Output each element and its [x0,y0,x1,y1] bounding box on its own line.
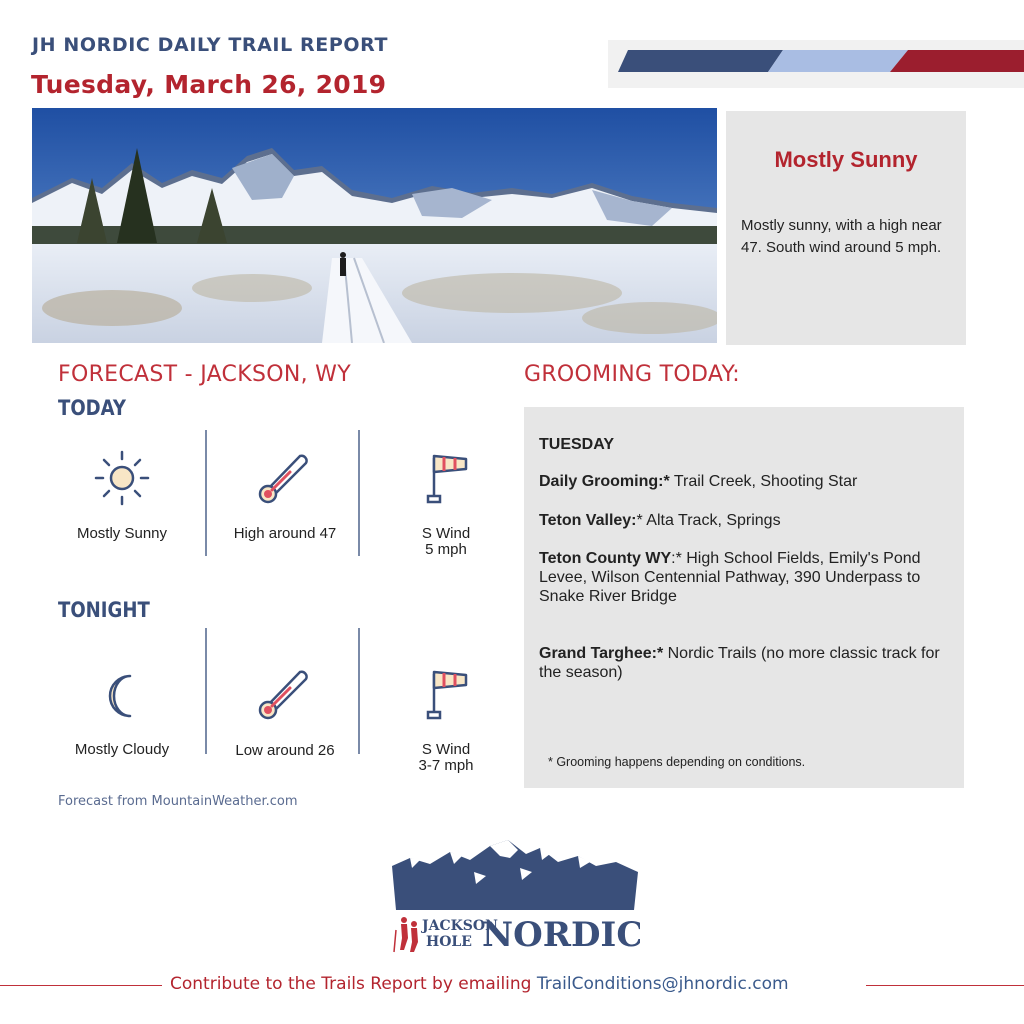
logo-wordmark: NORDIC [482,915,640,955]
grooming-entry-label: Daily Grooming:* [539,473,670,490]
grooming-entry-label: Teton County WY [539,550,672,567]
grooming-card [524,407,964,788]
divider [205,628,207,754]
report-date: Tuesday, March 26, 2019 [31,70,387,99]
header-stripe-bar [608,40,1024,88]
windsock-icon [422,450,472,506]
tonight-sky-label: Mostly Cloudy [74,741,170,758]
footer-rule-right [866,985,1024,986]
navy-stripe [618,50,783,72]
grooming-entry-text: Trail Creek, Shooting Star [669,473,858,490]
grooming-day: TUESDAY [539,436,614,453]
today-wind-direction: S Wind [421,525,471,542]
grooming-entry-teton-county [539,549,959,606]
windsock-icon [422,666,472,722]
divider [205,430,207,556]
grooming-entry-text: Nordic Trails (no more classic track for the season) [539,645,940,681]
grooming-entry-daily [539,472,959,491]
today-wind-speed: 5 mph [425,541,467,558]
footer-text: Contribute to the Trails Report by emailing [170,974,537,994]
grooming-entry-text: * Alta Track, Springs [636,512,781,529]
sun-icon [90,446,154,510]
thermometer-icon [254,450,314,510]
red-stripe [890,50,1024,72]
grooming-entry-text: :* High School Fields, Emily's Pond Levee, Wilson Centennial Pathway, 390 Underpass to Snake River Bridge [539,550,921,605]
weather-summary-description: Mostly sunny, with a high near 47. South wind around 5 mph. [741,217,942,256]
moon-icon [100,670,144,722]
mountain-logo-graphic [390,838,640,958]
footer-cta [170,974,789,994]
tonight-wind-label [396,742,496,774]
grooming-note: * Grooming happens depending on conditions. [548,755,806,769]
today-sky-label: Mostly Sunny [76,525,168,542]
jackson-hole-nordic-logo [390,838,640,958]
grooming-entry-label: Teton Valley: [539,512,637,529]
mountain-landscape-image [32,108,717,343]
tonight-temp-label: Low around 26 [235,742,335,759]
forecast-source: Forecast from MountainWeather.com [58,794,298,809]
today-wind-label [396,526,496,558]
header-stripes-graphic [608,40,1024,88]
hero-photo-teton-trail [32,108,717,343]
report-title: JH NORDIC DAILY TRAIL REPORT [32,34,389,56]
grooming-heading: GROOMING TODAY: [524,362,741,387]
forecast-heading: FORECAST - JACKSON, WY [58,362,351,387]
grooming-entry-label: Grand Targhee:* [539,645,664,662]
light-blue-stripe [768,50,908,72]
divider [358,430,360,556]
footer-email-link[interactable]: TrailConditions@jhnordic.com [536,974,789,994]
today-heading: TODAY [58,396,126,420]
logo-line-1: JACKSON [422,918,498,934]
today-temp-label: High around 47 [233,525,337,542]
grooming-entry-grand-targhee [539,644,959,682]
thermometer-icon [254,666,314,726]
divider [358,628,360,754]
weather-summary-card [726,111,966,345]
tonight-wind-direction: S Wind [421,741,471,758]
tonight-heading: TONIGHT [58,598,150,622]
grooming-entry-teton-valley [539,511,959,530]
footer-rule-left [0,985,162,986]
tonight-wind-speed: 3-7 mph [418,757,474,774]
logo-line-2: HOLE [426,934,472,950]
weather-summary-title: Mostly Sunny [774,147,918,172]
